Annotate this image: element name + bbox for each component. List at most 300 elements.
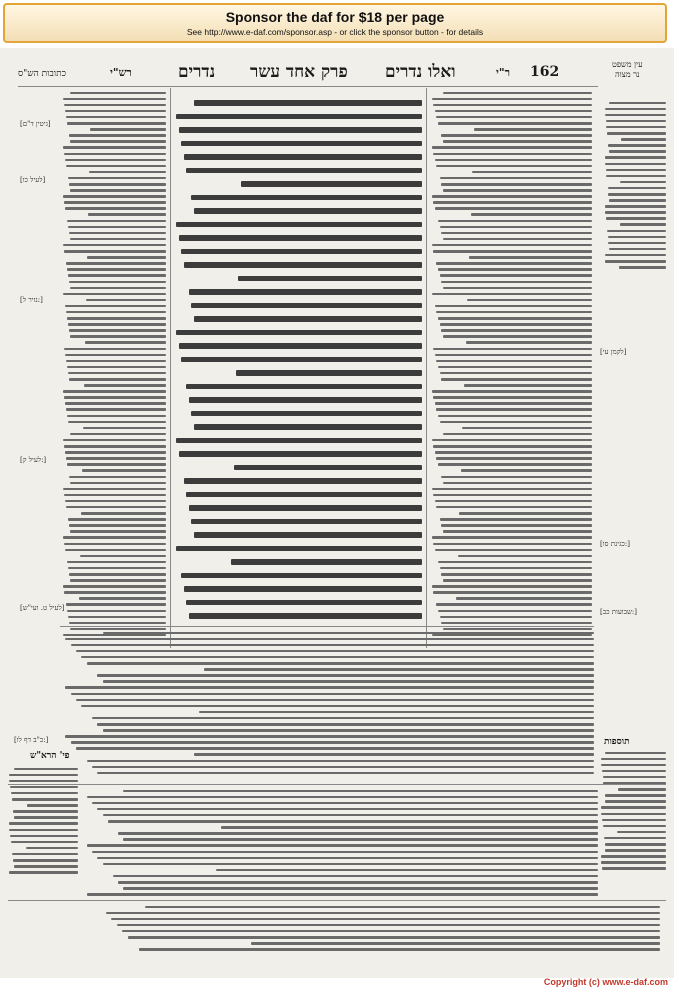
text-line	[64, 201, 166, 204]
text-line	[70, 335, 166, 338]
text-line	[87, 844, 598, 847]
left-corner-label: כתובות הש"ס	[18, 69, 66, 79]
text-line	[438, 317, 592, 320]
text-line	[92, 766, 594, 769]
text-line	[97, 674, 594, 677]
text-line	[87, 256, 166, 259]
text-line	[435, 451, 592, 454]
text-line	[605, 156, 666, 159]
text-line	[441, 329, 592, 332]
text-line	[64, 591, 166, 594]
text-line	[605, 794, 666, 797]
text-line	[602, 867, 666, 870]
text-line	[63, 244, 166, 247]
text-line	[66, 262, 166, 265]
text-line	[68, 518, 166, 521]
text-line	[76, 650, 594, 653]
text-line	[605, 254, 666, 257]
text-line	[438, 415, 592, 418]
text-line	[12, 853, 78, 856]
text-line	[9, 871, 78, 874]
sponsor-subtitle: See http://www.e-daf.com/sponsor.asp - or click the sponsor button - for details	[186, 27, 484, 37]
text-line	[605, 849, 666, 852]
text-line	[221, 826, 598, 829]
text-line	[441, 573, 592, 576]
text-line	[76, 699, 594, 702]
text-line	[64, 445, 166, 448]
text-line	[27, 804, 78, 807]
tosafot-column	[600, 748, 666, 878]
text-line	[103, 632, 594, 635]
text-line	[26, 847, 78, 850]
text-line	[436, 165, 592, 168]
text-line	[70, 433, 166, 436]
text-line	[432, 146, 592, 149]
text-line	[443, 482, 592, 485]
text-line	[440, 323, 592, 326]
text-line	[435, 354, 592, 357]
text-line	[199, 711, 594, 714]
text-line	[71, 644, 594, 647]
text-line	[9, 780, 78, 783]
text-line	[601, 855, 666, 858]
text-line	[443, 140, 592, 143]
text-line	[81, 656, 594, 659]
text-line	[469, 256, 592, 259]
text-line	[432, 390, 592, 393]
text-line	[65, 451, 166, 454]
text-line	[64, 250, 166, 253]
text-line	[68, 567, 166, 570]
text-line	[466, 341, 592, 344]
text-line	[194, 424, 422, 430]
text-line	[69, 573, 166, 576]
perek-title: פרק אחד עשר	[250, 62, 348, 82]
text-line	[181, 357, 422, 363]
text-line	[9, 829, 78, 832]
text-line	[440, 274, 592, 277]
text-line	[433, 396, 592, 399]
text-line	[176, 546, 422, 552]
text-line	[435, 549, 592, 552]
text-line	[251, 942, 660, 945]
text-line	[433, 201, 592, 204]
text-line	[438, 122, 592, 125]
text-line	[67, 610, 166, 613]
text-line	[70, 287, 166, 290]
text-line	[602, 819, 666, 822]
text-line	[63, 146, 166, 149]
text-line	[191, 411, 422, 417]
text-line	[64, 494, 166, 497]
text-line	[241, 181, 422, 187]
text-line	[64, 153, 166, 156]
text-line	[606, 217, 666, 220]
text-line	[620, 181, 666, 184]
text-line	[432, 244, 592, 247]
text-line	[189, 289, 422, 295]
text-line	[66, 603, 166, 606]
text-line	[601, 758, 666, 761]
text-line	[85, 341, 166, 344]
text-line	[14, 816, 78, 819]
text-line	[64, 348, 166, 351]
text-line	[189, 505, 422, 511]
text-line	[461, 469, 592, 472]
text-line	[440, 518, 592, 521]
text-line	[216, 869, 598, 872]
section-rule	[8, 900, 666, 901]
text-line	[605, 205, 666, 208]
text-line	[65, 402, 166, 405]
text-line	[65, 110, 166, 113]
text-line	[433, 445, 592, 448]
text-line	[433, 153, 592, 156]
text-line	[432, 585, 592, 588]
text-line	[70, 579, 166, 582]
text-line	[87, 893, 598, 896]
text-line	[620, 223, 667, 226]
text-line	[606, 126, 666, 129]
text-line	[97, 808, 598, 811]
text-line	[608, 144, 666, 147]
text-line	[435, 402, 592, 405]
sponsor-banner[interactable]	[3, 3, 667, 43]
text-line	[65, 207, 166, 210]
text-line	[601, 813, 666, 816]
rosh-column	[8, 764, 78, 884]
text-line	[605, 108, 666, 111]
text-line	[67, 317, 166, 320]
text-line	[68, 616, 166, 619]
text-line	[69, 183, 166, 186]
text-line	[11, 841, 78, 844]
text-line	[603, 776, 666, 779]
margin-note: [לקמן עי]	[600, 348, 627, 356]
text-line	[87, 662, 594, 665]
text-line	[184, 154, 422, 160]
text-line	[601, 764, 666, 767]
text-line	[441, 232, 592, 235]
text-line	[67, 415, 166, 418]
text-line	[181, 249, 422, 255]
margin-note: [שבועות כב:]	[600, 608, 637, 616]
header-rule	[18, 86, 598, 87]
text-line	[81, 705, 594, 708]
text-line	[440, 421, 592, 424]
text-line	[474, 128, 592, 131]
text-line	[103, 680, 594, 683]
text-line	[441, 183, 592, 186]
text-line	[66, 311, 166, 314]
text-line	[433, 250, 592, 253]
text-line	[181, 573, 422, 579]
text-line	[605, 114, 666, 117]
text-line	[440, 226, 592, 229]
text-line	[179, 451, 422, 457]
rosh-title: פי' הרא"ש	[30, 751, 70, 761]
talmud-page	[0, 48, 674, 978]
text-line	[438, 463, 592, 466]
text-line	[435, 305, 592, 308]
text-line	[70, 530, 166, 533]
ein-mishpat-column	[604, 98, 666, 278]
text-line	[66, 457, 166, 460]
tosafot-title: תוספות	[604, 737, 630, 747]
text-line	[65, 735, 594, 738]
text-line	[617, 831, 666, 834]
text-line	[9, 822, 78, 825]
text-line	[69, 622, 166, 625]
text-line	[65, 354, 166, 357]
text-line	[14, 768, 78, 771]
text-line	[97, 723, 594, 726]
text-line	[108, 820, 598, 823]
text-line	[436, 408, 592, 411]
text-line	[68, 274, 166, 277]
text-line	[608, 187, 666, 190]
text-line	[80, 555, 166, 558]
text-line	[605, 843, 666, 846]
text-line	[467, 299, 592, 302]
text-line	[621, 138, 666, 141]
text-line	[186, 600, 422, 606]
text-line	[103, 729, 594, 732]
text-line	[605, 800, 666, 803]
section-rule	[60, 626, 594, 627]
text-line	[76, 747, 594, 750]
text-line	[70, 189, 166, 192]
text-line	[436, 311, 592, 314]
text-line	[436, 360, 592, 363]
text-line	[69, 134, 166, 137]
text-line	[601, 806, 666, 809]
text-line	[191, 519, 422, 525]
text-line	[433, 348, 592, 351]
gemara-text-block	[174, 92, 422, 622]
text-line	[67, 366, 166, 369]
text-line	[179, 235, 422, 241]
text-line	[64, 104, 166, 107]
copyright-notice: Copyright (c) www.e-daf.com	[543, 977, 668, 987]
text-line	[436, 262, 592, 265]
text-line	[122, 930, 660, 933]
text-line	[436, 457, 592, 460]
text-line	[438, 268, 592, 271]
text-line	[607, 132, 666, 135]
footnote-block	[100, 902, 660, 952]
rashi-header: רש"י	[110, 66, 132, 79]
text-line	[67, 268, 166, 271]
text-line	[81, 512, 166, 515]
text-line	[184, 478, 422, 484]
text-line	[139, 948, 660, 951]
text-line	[68, 226, 166, 229]
text-line	[204, 668, 594, 671]
text-line	[69, 281, 166, 284]
text-line	[471, 213, 593, 216]
text-line	[438, 561, 592, 564]
margin-note: [לעיל ק:]	[20, 456, 47, 464]
text-line	[238, 276, 422, 282]
text-line	[184, 262, 422, 268]
text-line	[66, 116, 166, 119]
sponsor-title[interactable]: Sponsor the daf for $18 per page	[225, 9, 445, 25]
text-line	[84, 384, 166, 387]
text-line	[443, 92, 592, 95]
text-line	[443, 433, 592, 436]
section-rule	[8, 784, 666, 785]
text-line	[191, 195, 422, 201]
text-line	[186, 492, 422, 498]
text-line	[10, 835, 78, 838]
text-line	[63, 293, 166, 296]
text-line	[607, 230, 666, 233]
text-line	[123, 887, 598, 890]
text-line	[66, 165, 166, 168]
text-line	[65, 549, 166, 552]
chapter-name: ואלו נדרים	[385, 62, 456, 82]
text-line	[176, 438, 422, 444]
text-line	[432, 293, 592, 296]
text-line	[63, 488, 166, 491]
text-line	[111, 918, 660, 921]
text-line	[176, 222, 422, 228]
margin-note: [לעיל כו]	[20, 176, 46, 184]
text-line	[189, 613, 422, 619]
text-line	[118, 881, 598, 884]
text-line	[71, 741, 594, 744]
text-line	[69, 524, 166, 527]
margin-note: [כ"ב דף לו:]	[14, 736, 49, 744]
text-line	[13, 859, 78, 862]
ein-mishpat-label: עין משפט נר מצוה	[612, 60, 643, 79]
text-line	[86, 299, 166, 302]
text-line	[602, 770, 666, 773]
text-line	[82, 469, 166, 472]
text-line	[433, 494, 592, 497]
text-line	[459, 512, 592, 515]
column-divider	[426, 88, 427, 648]
text-line	[117, 924, 660, 927]
text-line	[103, 863, 598, 866]
text-line	[70, 92, 166, 95]
margin-note: [נזיר ל:]	[20, 296, 43, 304]
text-line	[436, 116, 592, 119]
bottom-commentary-block	[82, 786, 598, 898]
text-line	[89, 171, 166, 174]
text-line	[90, 128, 166, 131]
text-line	[606, 120, 666, 123]
text-line	[236, 370, 422, 376]
text-line	[92, 802, 598, 805]
text-line	[432, 488, 592, 491]
text-line	[106, 912, 660, 915]
text-line	[184, 586, 422, 592]
text-line	[92, 851, 598, 854]
text-line	[186, 168, 422, 174]
text-line	[113, 875, 598, 878]
text-line	[443, 238, 592, 241]
text-line	[66, 506, 166, 509]
rashi-column	[62, 88, 166, 648]
text-line	[456, 597, 592, 600]
text-line	[438, 610, 592, 613]
text-line	[181, 141, 422, 147]
text-line	[608, 236, 666, 239]
text-line	[435, 110, 592, 113]
text-line	[605, 260, 666, 263]
text-line	[608, 193, 666, 196]
text-line	[462, 427, 592, 430]
text-line	[432, 439, 592, 442]
text-line	[440, 177, 592, 180]
text-line	[68, 323, 166, 326]
text-line	[87, 760, 594, 763]
text-line	[179, 127, 422, 133]
text-line	[67, 463, 166, 466]
text-line	[440, 567, 592, 570]
text-line	[194, 532, 422, 538]
text-line	[123, 790, 598, 793]
text-line	[441, 281, 592, 284]
text-line	[70, 482, 166, 485]
text-line	[65, 686, 594, 689]
text-line	[432, 536, 592, 539]
text-line	[608, 242, 666, 245]
text-line	[433, 591, 592, 594]
text-line	[438, 366, 592, 369]
text-line	[128, 936, 660, 939]
text-line	[97, 857, 598, 860]
text-line	[67, 220, 166, 223]
text-line	[103, 814, 598, 817]
text-line	[609, 248, 666, 251]
text-line	[619, 266, 666, 269]
text-line	[186, 384, 422, 390]
page-number: 162	[530, 64, 560, 80]
text-line	[436, 603, 592, 606]
text-line	[443, 335, 592, 338]
text-line	[63, 390, 166, 393]
text-line	[88, 213, 166, 216]
text-line	[603, 825, 666, 828]
text-line	[71, 693, 594, 696]
text-line	[441, 476, 592, 479]
text-line	[69, 476, 166, 479]
text-line	[63, 195, 166, 198]
text-line	[443, 530, 592, 533]
text-line	[464, 384, 592, 387]
text-line	[436, 506, 592, 509]
text-line	[92, 717, 594, 720]
text-line	[97, 772, 594, 775]
text-line	[63, 439, 166, 442]
text-line	[83, 427, 166, 430]
text-line	[87, 796, 598, 799]
text-line	[13, 810, 78, 813]
text-line	[601, 861, 666, 864]
text-line	[67, 122, 166, 125]
text-line	[68, 177, 166, 180]
column-divider	[170, 88, 171, 648]
text-line	[435, 500, 592, 503]
ri-column	[430, 88, 592, 648]
text-line	[435, 207, 592, 210]
text-line	[69, 378, 166, 381]
text-line	[69, 232, 166, 235]
text-line	[194, 753, 595, 756]
